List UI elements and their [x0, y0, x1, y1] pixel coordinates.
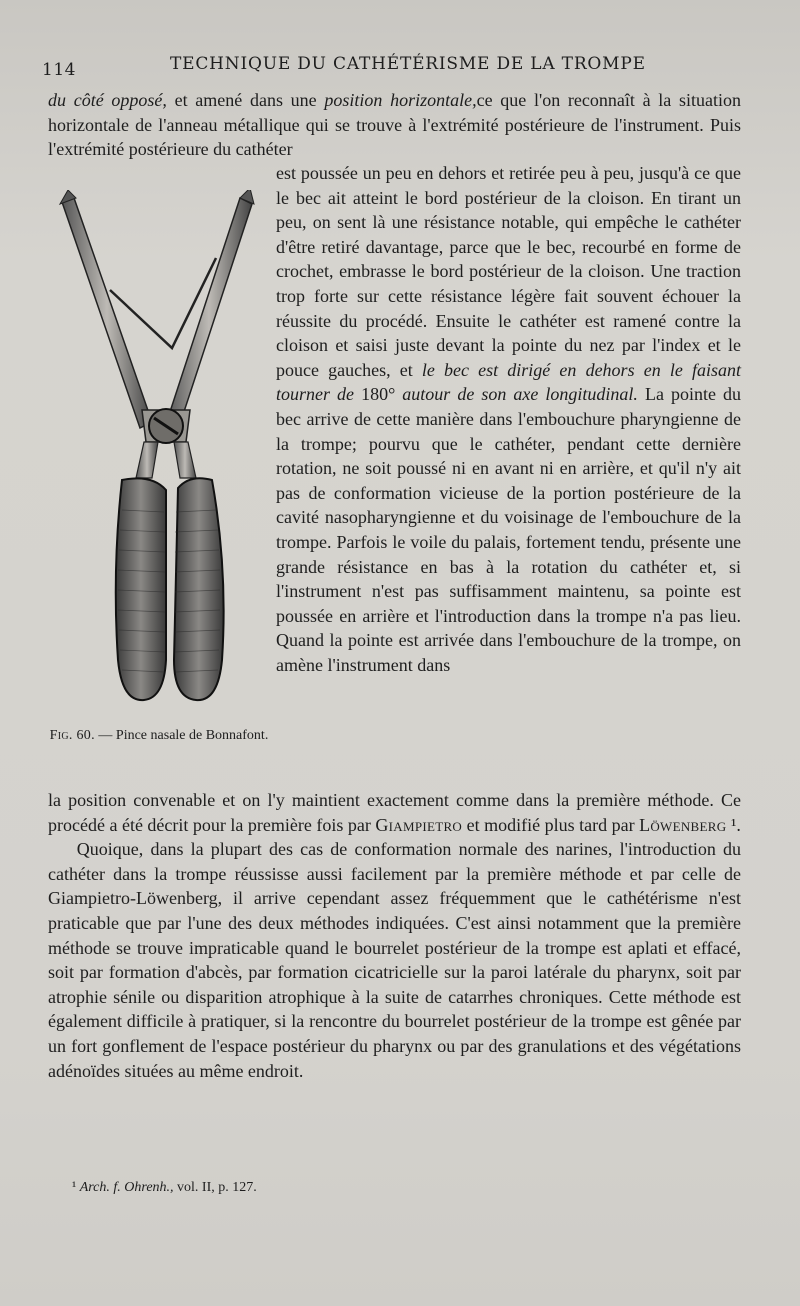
nasal-forceps-illustration [40, 190, 268, 710]
running-header [42, 52, 742, 82]
emphasis: autour de son axe longitudinal. [402, 384, 638, 405]
emphasis: position horizontale, [324, 90, 477, 110]
emphasis: du côté opposé, [48, 90, 167, 110]
figure-nasal-forceps [40, 190, 268, 710]
footnote-text: vol. II, p. 127. [173, 1180, 257, 1195]
bottom-text [48, 788, 741, 1083]
author-name: Giampietro [375, 814, 463, 835]
side-paragraph: est poussée un peu en dehors et retirée peu à peu, jusqu'à ce que le bec ait atteint le bord postérieur de la cloison. En tirant un peu, on sent là une résistance notable, qui empêche le cathéter d'être retiré davantage, parce que le bec, recourbé en forme de crochet, embrasse le bord postérieur de la cloison. Une traction trop forte sur cette résistance légère fait souvent échouer la réussite du procédé. Ensuite le cathéter est ramené contre la cloison et saisi juste devant la pointe du nez par l'index et le pouce gauches, et le bec est dirigé en dehors en le faisant tourner de 180° autour de son axe longitudinal. La pointe du bec arrive de cette manière dans l'embouchure pharyngienne de la trompe; pourvu que le cathéter, pendant cette dernière rotation, ne soit poussé ni en avant ni en arrière, et qu'il n'y ait pas de conformation vicieuse de la portion postérieure de la cavité nasopharyngienne et du voisinage de l'embouchure de la trompe. Parfois le voile du palais, fortement tendu, présente une grande résistance en bas à la rotation du cathéter et, si l'instrument n'est pas suffisamment maintenu, sa pointe est poussée en arrière et l'introduction dans la trompe n'a pas lieu. Quand la pointe est arrivée dans l'embouchure de la trompe, on amène l'instrument dans [276, 163, 741, 675]
figure-label: Fig. 60. [49, 728, 95, 743]
footnote-marker: ¹ [72, 1180, 77, 1195]
author-name: Löwenberg [639, 814, 727, 835]
page-number: 114 [42, 60, 76, 80]
paragraph-continuation: la position convenable et on l'y maintient exactement comme dans la première méthode. Ce procédé a été décrit pour la première fois par Giampietro et modifié plus tard par Löwenberg ¹. [48, 790, 741, 835]
emphasis: le bec est dirigé en dehors en le faisant tourner de [276, 359, 741, 405]
footnote [72, 1180, 672, 1196]
footnote-source: Arch. f. Ohrenh., [79, 1180, 174, 1195]
figure-caption-text: — Pince nasale de Bonnafont. [94, 728, 269, 743]
top-paragraph: du côté opposé, et amené dans une position horizontale,ce que l'on reconnaît à la situation horizontale de l'anneau métallique qui se trouve à l'extrémité postérieure de l'instrument. Puis l'extrémité postérieure du cathéter [48, 90, 741, 160]
figure-caption [48, 726, 270, 746]
running-title: TECHNIQUE DU CATHÉTÉRISME DE LA TROMPE [170, 54, 646, 74]
paragraph: Quoique, dans la plupart des cas de conformation normale des narines, l'introduction du cathéter dans la trompe réussisse aussi facilement par la première méthode et par celle de Giampietro-Löwenberg, il arrive cependant assez fréquemment que le cathétérisme n'est praticable que par l'une des deux méthodes indiquées. C'est ainsi notamment que la première méthode se trouve impraticable quand le bourrelet postérieur de la trompe est aplati et effacé, soit par formation d'abcès, par formation cicatricielle sur la paroi latérale du pharynx, soit par atrophie sénile ou disparition atrophique à la suite de catarrhes chroniques. Cette méthode est également difficile à pratiquer, si la rencontre du bourrelet postérieur de la trompe est gênée par un fort gonflement de l'espace postérieur du pharynx ou par des granulations et des végétations adénoïdes situées au même endroit. [48, 839, 741, 1081]
